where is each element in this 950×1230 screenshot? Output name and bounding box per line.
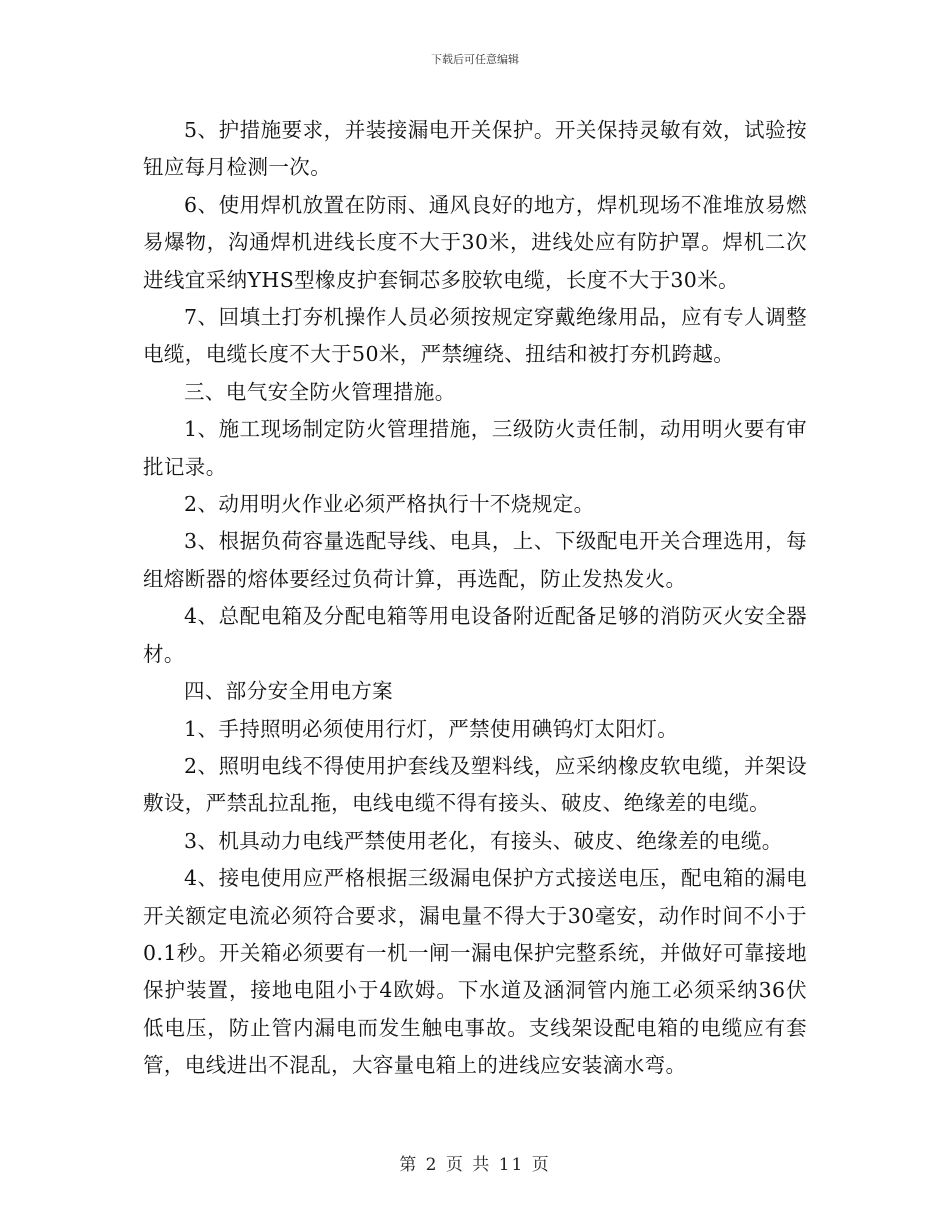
paragraph-section4-item-3: 3、机具动力电线严禁使用老化，有接头、破皮、绝缘差的电缆。	[184, 828, 783, 853]
paragraph-section4-item-1: 1、手持照明必须使用行灯，严禁使用碘钨灯太阳灯。	[184, 716, 679, 741]
page-header: 下载后可任意编辑	[431, 53, 519, 66]
paragraph-section4-item-4: 4、接电使用应严格根据三级漏电保护方式接送电压，配电箱的漏电开关额定电流必须符合要求，漏电量不得大于30毫安，动作时间不小于0.1秒。开关箱必须要有一机一闸一漏电保护完整系统，并做好可靠接地保护装置，接地电阻小于4欧姆。下水道及涵洞管内施工必须采纳36伏低电压，防止管内漏电而发生触电事故。支线架设配电箱的电缆应有套管，电线进出不混乱，大容量电箱上的进线应安装滴水弯。	[143, 866, 807, 1078]
paragraph-item-5: 5、护措施要求，并装接漏电开关保护。开关保持灵敏有效，试验按钮应每月检测一次。	[143, 118, 807, 180]
paragraph-section4-item-2: 2、照明电线不得使用护套线及塑料线，应采纳橡皮软电缆，并架设敷设，严禁乱拉乱拖，电线电缆不得有接头、破皮、绝缘差的电缆。	[143, 753, 807, 816]
paragraph-item-6: 6、使用焊机放置在防雨、通风良好的地方，焊机现场不准堆放易燃易爆物，沟通焊机进线长度不大于30米，进线处应有防护罩。焊机二次进线宜采纳YHS型橡皮护套铜芯多胶软电缆，长度不大于30米。	[143, 192, 807, 292]
paragraph-section3-item-2: 2、动用明火作业必须严格执行十不烧规定。	[184, 492, 595, 517]
page-number-footer: 第 2 页 共 11 页	[399, 1155, 551, 1175]
paragraph-section3-item-3: 3、根据负荷容量选配导线、电具，上、下级配电开关合理选用，每组熔断器的熔体要经过负荷计算，再选配，防止发热发火。	[143, 529, 807, 591]
section-heading-4: 四、部分安全用电方案	[184, 679, 393, 704]
paragraph-item-7: 7、回填土打夯机操作人员必须按规定穿戴绝缘用品，应有专人调整电缆，电缆长度不大于50米，严禁缠绕、扭结和被打夯机跨越。	[143, 305, 807, 367]
document-body	[143, 112, 807, 1085]
paragraph-section3-item-1: 1、施工现场制定防火管理措施，三级防火责任制，动用明火要有审批记录。	[143, 417, 807, 479]
paragraph-section3-item-4: 4、总配电箱及分配电箱等用电设备附近配备足够的消防灭火安全器材。	[143, 604, 807, 666]
section-heading-3: 三、电气安全防火管理措施。	[184, 379, 456, 404]
